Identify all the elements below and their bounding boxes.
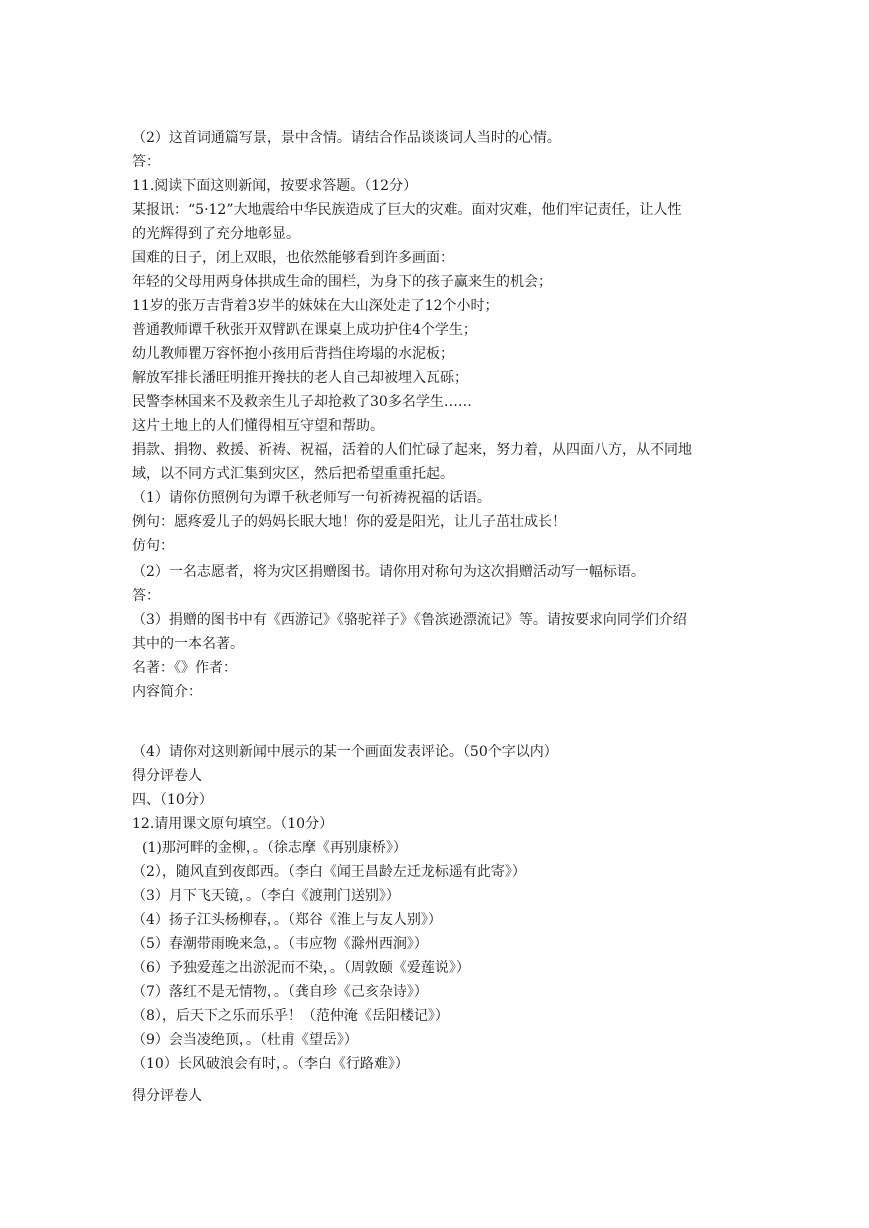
section-4-heading: 四、（10分） <box>132 792 213 808</box>
imitation-label: 仿句： <box>132 538 174 554</box>
news-paragraph-line: 某报讯：“5·12”大地震给中华民族造成了巨大的灾难。面对灾难，他们牢记责任，让人性 <box>132 202 682 218</box>
news-scene-line: 年轻的父母用两身体拱成生命的围栏，为身下的孩子赢来生的机会； <box>132 274 552 290</box>
section-4-block <box>132 740 752 1076</box>
sub-question-1: （1）请你仿照例句为谭千秋老师写一句祈祷祝福的话语。 <box>132 490 491 506</box>
fill-blank-item: （3）月下飞天镜，。（李白《渡荆门送别》） <box>132 888 400 904</box>
fill-blank-item: （5）春潮带雨晚来急，。（韦应物《滁州西涧》） <box>132 936 428 952</box>
example-sentence: 例句：愿疼爱儿子的妈妈长眠大地！你的爱是阳光，让儿子茁壮成长！ <box>132 514 566 530</box>
sub-question-3: （3）捐赠的图书中有《西游记》《骆驼祥子》《鲁滨逊漂流记》等。请按要求向同学们介绍 <box>132 612 687 628</box>
fill-blank-item: （6）予独爱莲之出淤泥而不染，。（周敦颐《爱莲说》） <box>132 960 470 976</box>
fill-blank-item: （8），后天下之乐而乐乎！（范仲淹《岳阳楼记》） <box>132 1008 449 1024</box>
fill-blank-item: （4）扬子江头杨柳春，。（郑谷《淮上与友人别》） <box>132 912 442 928</box>
question-12-title: 12.请用课文原句填空。（10分） <box>132 816 334 832</box>
question-11-title: 11.阅读下面这则新闻，按要求答题。（12分） <box>132 178 418 194</box>
question-11-block <box>132 126 752 558</box>
fill-blank-item: （7）落红不是无情物，。（龚自珍《己亥杂诗》） <box>132 984 428 1000</box>
news-paragraph-line: 这片土地上的人们懂得相互守望和帮助。 <box>132 418 384 434</box>
news-paragraph-line: 的光辉得到了充分地彰显。 <box>132 226 300 242</box>
question-10-2: （2）这首词通篇写景，景中含情。请结合作品谈谈词人当时的心情。 <box>132 130 561 146</box>
book-author-label: 名著：《》作者： <box>132 660 237 676</box>
sub-question-4: （4）请你对这则新闻中展示的某一个画面发表评论。（50个字以内） <box>132 744 558 760</box>
news-paragraph-line: 域，以不同方式汇集到灾区，然后把希望重重托起。 <box>132 466 454 482</box>
score-reviewer-label: 得分评卷人 <box>132 768 202 784</box>
fill-blank-item: （10）长风破浪会有时，。（李白《行路难》） <box>132 1056 409 1072</box>
news-scene-line: 11岁的张万吉背着3岁半的妹妹在大山深处走了12个小时； <box>132 298 499 314</box>
score-reviewer-label: 得分评卷人 <box>132 1088 202 1104</box>
news-paragraph-line: 捐款、捐物、救援、祈祷、祝福，活着的人们忙碌了起来，努力着，从四面八方，从不同地 <box>132 442 692 458</box>
news-scene-line: 普通教师谭千秋张开双臂趴在课桌上成功护住4个学生； <box>132 322 477 338</box>
sub-question-3-cont: 其中的一本名著。 <box>132 636 244 652</box>
fill-blank-item: (1)那河畔的金柳，。（徐志摩《再别康桥》） <box>142 840 407 856</box>
fill-blank-item: （9）会当凌绝顶，。（杜甫《望岳》） <box>132 1032 358 1048</box>
summary-label: 内容简介： <box>132 684 202 700</box>
news-paragraph-line: 国难的日子，闭上双眼，也依然能够看到许多画面： <box>132 250 454 266</box>
sub-questions-2-3-block <box>132 560 752 704</box>
news-scene-line: 解放军排长潘旺明推开搀扶的老人自己却被埋入瓦砾； <box>132 370 468 386</box>
footer-block <box>132 1084 752 1108</box>
fill-blank-item: （2），随风直到夜郎西。（李白《闻王昌龄左迁龙标遥有此寄》） <box>132 864 526 880</box>
answer-label: 答： <box>132 154 160 170</box>
news-scene-line: 民警李林国来不及救亲生儿子却抢救了30多名学生…… <box>132 394 472 410</box>
sub-question-2: （2）一名志愿者，将为灾区捐赠图书。请你用对称句为这次捐赠活动写一幅标语。 <box>132 564 645 580</box>
answer-label: 答： <box>132 588 160 604</box>
news-scene-line: 幼儿教师瞿万容怀抱小孩用后背挡住垮塌的水泥板； <box>132 346 454 362</box>
